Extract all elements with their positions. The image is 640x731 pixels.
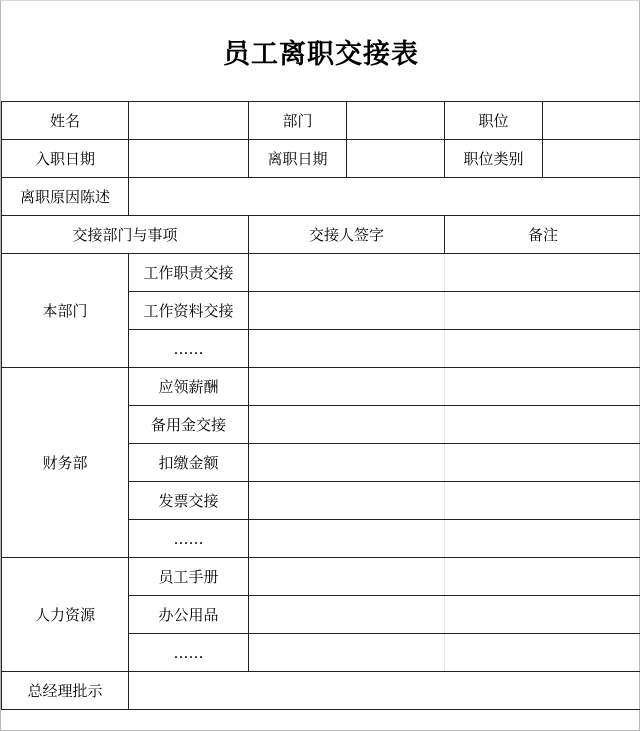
position-field[interactable] [543, 102, 640, 140]
col-header-items: 交接部门与事项 [2, 216, 249, 254]
remarks-cell[interactable] [445, 368, 640, 406]
item-label: 工作资料交接 [129, 292, 249, 330]
signature-cell[interactable] [249, 368, 445, 406]
dept-label: 部门 [249, 102, 347, 140]
item-label: 备用金交接 [129, 406, 249, 444]
signature-cell[interactable] [249, 292, 445, 330]
item-label: 发票交接 [129, 482, 249, 520]
col-header-remarks: 备注 [445, 216, 640, 254]
remarks-cell[interactable] [445, 634, 640, 672]
item-label: …… [129, 330, 249, 368]
row-column-headers [2, 216, 640, 254]
item-label: 办公用品 [129, 596, 249, 634]
remarks-cell[interactable] [445, 558, 640, 596]
signature-cell[interactable] [249, 558, 445, 596]
remarks-cell[interactable] [445, 292, 640, 330]
position-type-field[interactable] [543, 140, 640, 178]
table-row [2, 254, 640, 292]
approval-field[interactable] [129, 672, 640, 710]
row-reason [2, 178, 640, 216]
section-own-dept: 本部门 [2, 254, 129, 368]
table-row [2, 368, 640, 406]
signature-cell[interactable] [249, 444, 445, 482]
signature-cell[interactable] [249, 520, 445, 558]
table-row [2, 558, 640, 596]
item-label: 扣缴金额 [129, 444, 249, 482]
item-label: 应领薪酬 [129, 368, 249, 406]
form-title: 员工离职交接表 [223, 39, 419, 70]
reason-label: 离职原因陈述 [2, 178, 129, 216]
item-label: …… [129, 634, 249, 672]
signature-cell[interactable] [249, 406, 445, 444]
hire-date-field[interactable] [129, 140, 249, 178]
reason-field[interactable] [129, 178, 640, 216]
remarks-cell[interactable] [445, 444, 640, 482]
signature-cell[interactable] [249, 330, 445, 368]
item-label: 工作职责交接 [129, 254, 249, 292]
row-basic-info-2 [2, 140, 640, 178]
remarks-cell[interactable] [445, 520, 640, 558]
remarks-cell[interactable] [445, 482, 640, 520]
item-label: …… [129, 520, 249, 558]
leave-date-field[interactable] [347, 140, 445, 178]
remarks-cell[interactable] [445, 254, 640, 292]
signature-cell[interactable] [249, 482, 445, 520]
row-basic-info-1 [2, 102, 640, 140]
remarks-cell[interactable] [445, 330, 640, 368]
section-finance: 财务部 [2, 368, 129, 558]
signature-cell[interactable] [249, 596, 445, 634]
col-header-signature: 交接人签字 [249, 216, 445, 254]
position-type-label: 职位类别 [445, 140, 543, 178]
signature-cell[interactable] [249, 634, 445, 672]
item-label: 员工手册 [129, 558, 249, 596]
row-approval [2, 672, 640, 710]
remarks-cell[interactable] [445, 406, 640, 444]
section-hr: 人力资源 [2, 558, 129, 672]
dept-field[interactable] [347, 102, 445, 140]
name-label: 姓名 [2, 102, 129, 140]
hire-date-label: 入职日期 [2, 140, 129, 178]
position-label: 职位 [445, 102, 543, 140]
name-field[interactable] [129, 102, 249, 140]
leave-date-label: 离职日期 [249, 140, 347, 178]
remarks-cell[interactable] [445, 596, 640, 634]
signature-cell[interactable] [249, 254, 445, 292]
handover-table [1, 101, 640, 710]
approval-label: 总经理批示 [2, 672, 129, 710]
